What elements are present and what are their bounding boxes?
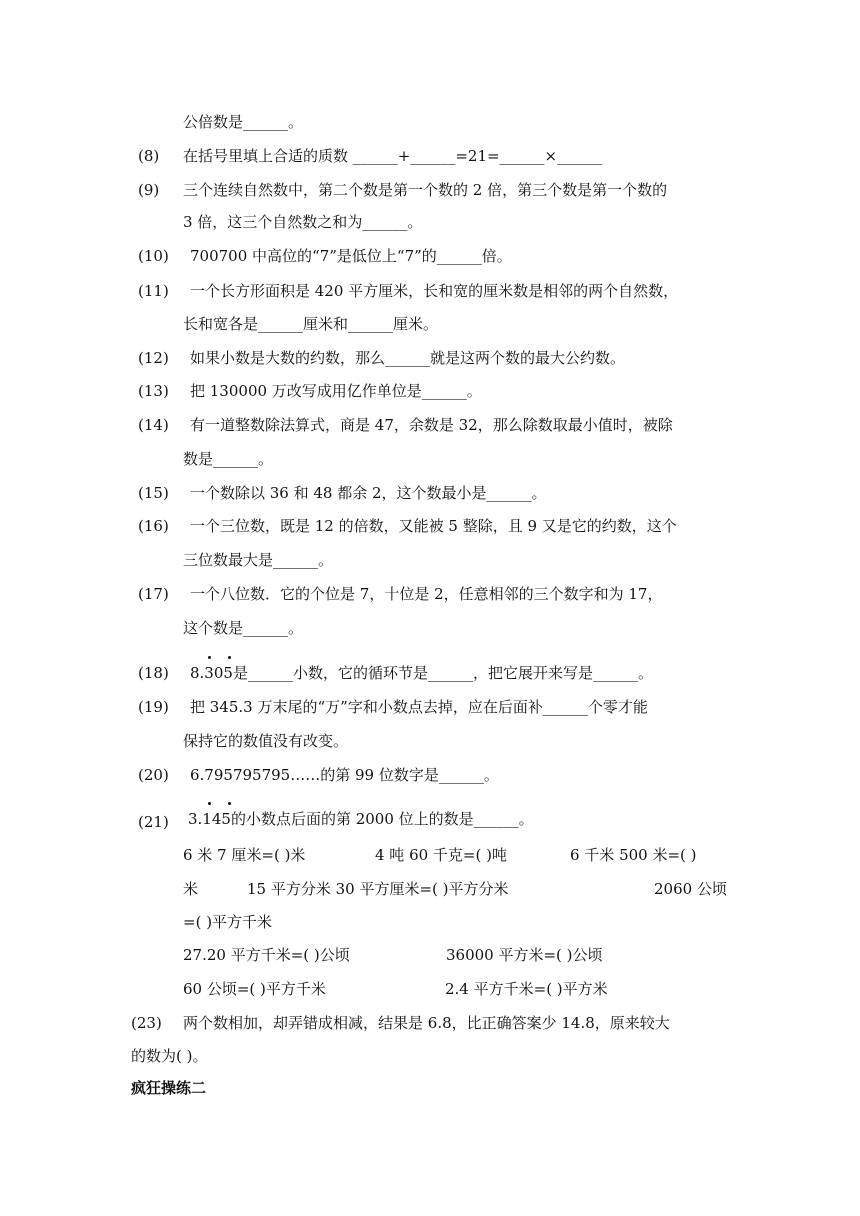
problem-19-text-cont: 保持它的数值没有改变。 bbox=[183, 732, 349, 750]
problem-14-text-cont: 数是______。 bbox=[183, 450, 274, 468]
problem-number: (17) bbox=[138, 585, 169, 603]
problem-13-text: 把 130000 万改写成用亿作单位是______。 bbox=[190, 382, 482, 400]
problem-number: (8) bbox=[138, 147, 160, 165]
problem-9-text-cont: 3 倍，这三个自然数之和为______。 bbox=[183, 213, 423, 231]
problem-15-text: 一个数除以 36 和 48 都余 2，这个数最小是______。 bbox=[190, 484, 547, 502]
unit-conversion-9: 2.4 平方千米=( )平方米 bbox=[445, 980, 608, 998]
problem-18-text bbox=[190, 663, 653, 683]
problem-number: (21) bbox=[138, 813, 169, 831]
repeat-dot-end bbox=[228, 656, 231, 659]
unit-conversion-2: 4 吨 60 千克=( )吨 bbox=[375, 846, 507, 864]
problem-18-body: 是______小数，它的循环节是______，把它展开来写是______。 bbox=[232, 664, 653, 682]
problem-number: (9) bbox=[138, 181, 160, 199]
repeating-decimal-value: 3.145 bbox=[188, 810, 231, 828]
unit-conversion-4: 15 平方分米 30 平方厘米=( )平方分米 bbox=[247, 880, 509, 898]
problem-7-continuation: 公倍数是______。 bbox=[183, 113, 304, 131]
problem-number: (19) bbox=[138, 698, 169, 716]
problem-8-text: 在括号里填上合适的质数 ______+______=21=______×______ bbox=[183, 147, 603, 165]
problem-23-text-cont: 的数为( )。 bbox=[131, 1047, 208, 1065]
repeat-dot-end bbox=[228, 802, 231, 805]
problem-number: (16) bbox=[138, 517, 169, 535]
section-heading: 疯狂操练二 bbox=[131, 1079, 207, 1097]
repeating-decimal bbox=[188, 809, 231, 829]
problem-17-text: 一个八位数．它的个位是 7，十位是 2，任意相邻的三个数字和为 17， bbox=[190, 585, 663, 603]
problem-number: (20) bbox=[138, 766, 169, 784]
problem-16-text-cont: 三位数最大是______。 bbox=[183, 551, 334, 569]
problem-10-text: 700700 中高位的“7”是低位上“7”的______倍。 bbox=[190, 247, 512, 265]
problem-16-text: 一个三位数，既是 12 的倍数，又能被 5 整除，且 9 又是它的约数，这个 bbox=[190, 517, 677, 535]
problem-number: (23) bbox=[131, 1014, 162, 1032]
problem-19-text: 把 345.3 万末尾的“万”字和小数点去掉，应在后面补______个零才能 bbox=[190, 698, 648, 716]
repeating-decimal-value: 8.305 bbox=[190, 664, 233, 682]
problem-12-text: 如果小数是大数的约数，那么______就是这两个数的最大公约数。 bbox=[190, 349, 626, 367]
problem-number: (10) bbox=[138, 247, 169, 265]
problem-21-body: 的小数点后面的第 2000 位上的数是______。 bbox=[230, 810, 534, 828]
problem-number: (11) bbox=[138, 282, 169, 300]
problem-number: (14) bbox=[138, 416, 169, 434]
unit-conversion-7: 36000 平方米=( )公顷 bbox=[446, 946, 603, 964]
problem-number: (18) bbox=[138, 664, 169, 682]
problem-17-text-cont: 这个数是______。 bbox=[183, 619, 304, 637]
unit-conversion-5-cont: =( )平方千米 bbox=[183, 913, 273, 931]
problem-number: (12) bbox=[138, 349, 169, 367]
problem-11-text-cont: 长和宽各是______厘米和______厘米。 bbox=[183, 315, 439, 333]
problem-9-text: 三个连续自然数中，第二个数是第一个数的 2 倍，第三个数是第一个数的 bbox=[183, 181, 668, 199]
repeat-dot-start bbox=[208, 802, 211, 805]
problem-11-text: 一个长方形面积是 420 平方厘米，长和宽的厘米数是相邻的两个自然数， bbox=[190, 282, 679, 300]
unit-conversion-3: 6 千米 500 米=( ) bbox=[570, 846, 697, 864]
problem-23-text: 两个数相加，却弄错成相减，结果是 6.8，比正确答案少 14.8，原来较大 bbox=[183, 1014, 670, 1032]
problem-14-text: 有一道整数除法算式，商是 47，余数是 32，那么除数取最小值时，被除 bbox=[190, 416, 673, 434]
repeat-dot-start bbox=[208, 656, 211, 659]
repeating-decimal bbox=[190, 663, 233, 683]
unit-conversion-1: 6 米 7 厘米=( )米 bbox=[183, 846, 306, 864]
problem-number: (13) bbox=[138, 382, 169, 400]
unit-conversion-5: 2060 公顷 bbox=[654, 880, 727, 898]
unit-conversion-8: 60 公顷=( )平方千米 bbox=[183, 980, 326, 998]
problem-21-text bbox=[188, 809, 534, 829]
unit-conversion-3-cont: 米 bbox=[183, 880, 199, 898]
problem-number: (15) bbox=[138, 484, 169, 502]
problem-20-text: 6.795795795……的第 99 位数字是______。 bbox=[190, 766, 499, 784]
unit-conversion-6: 27.20 平方千米=( )公顷 bbox=[183, 946, 350, 964]
